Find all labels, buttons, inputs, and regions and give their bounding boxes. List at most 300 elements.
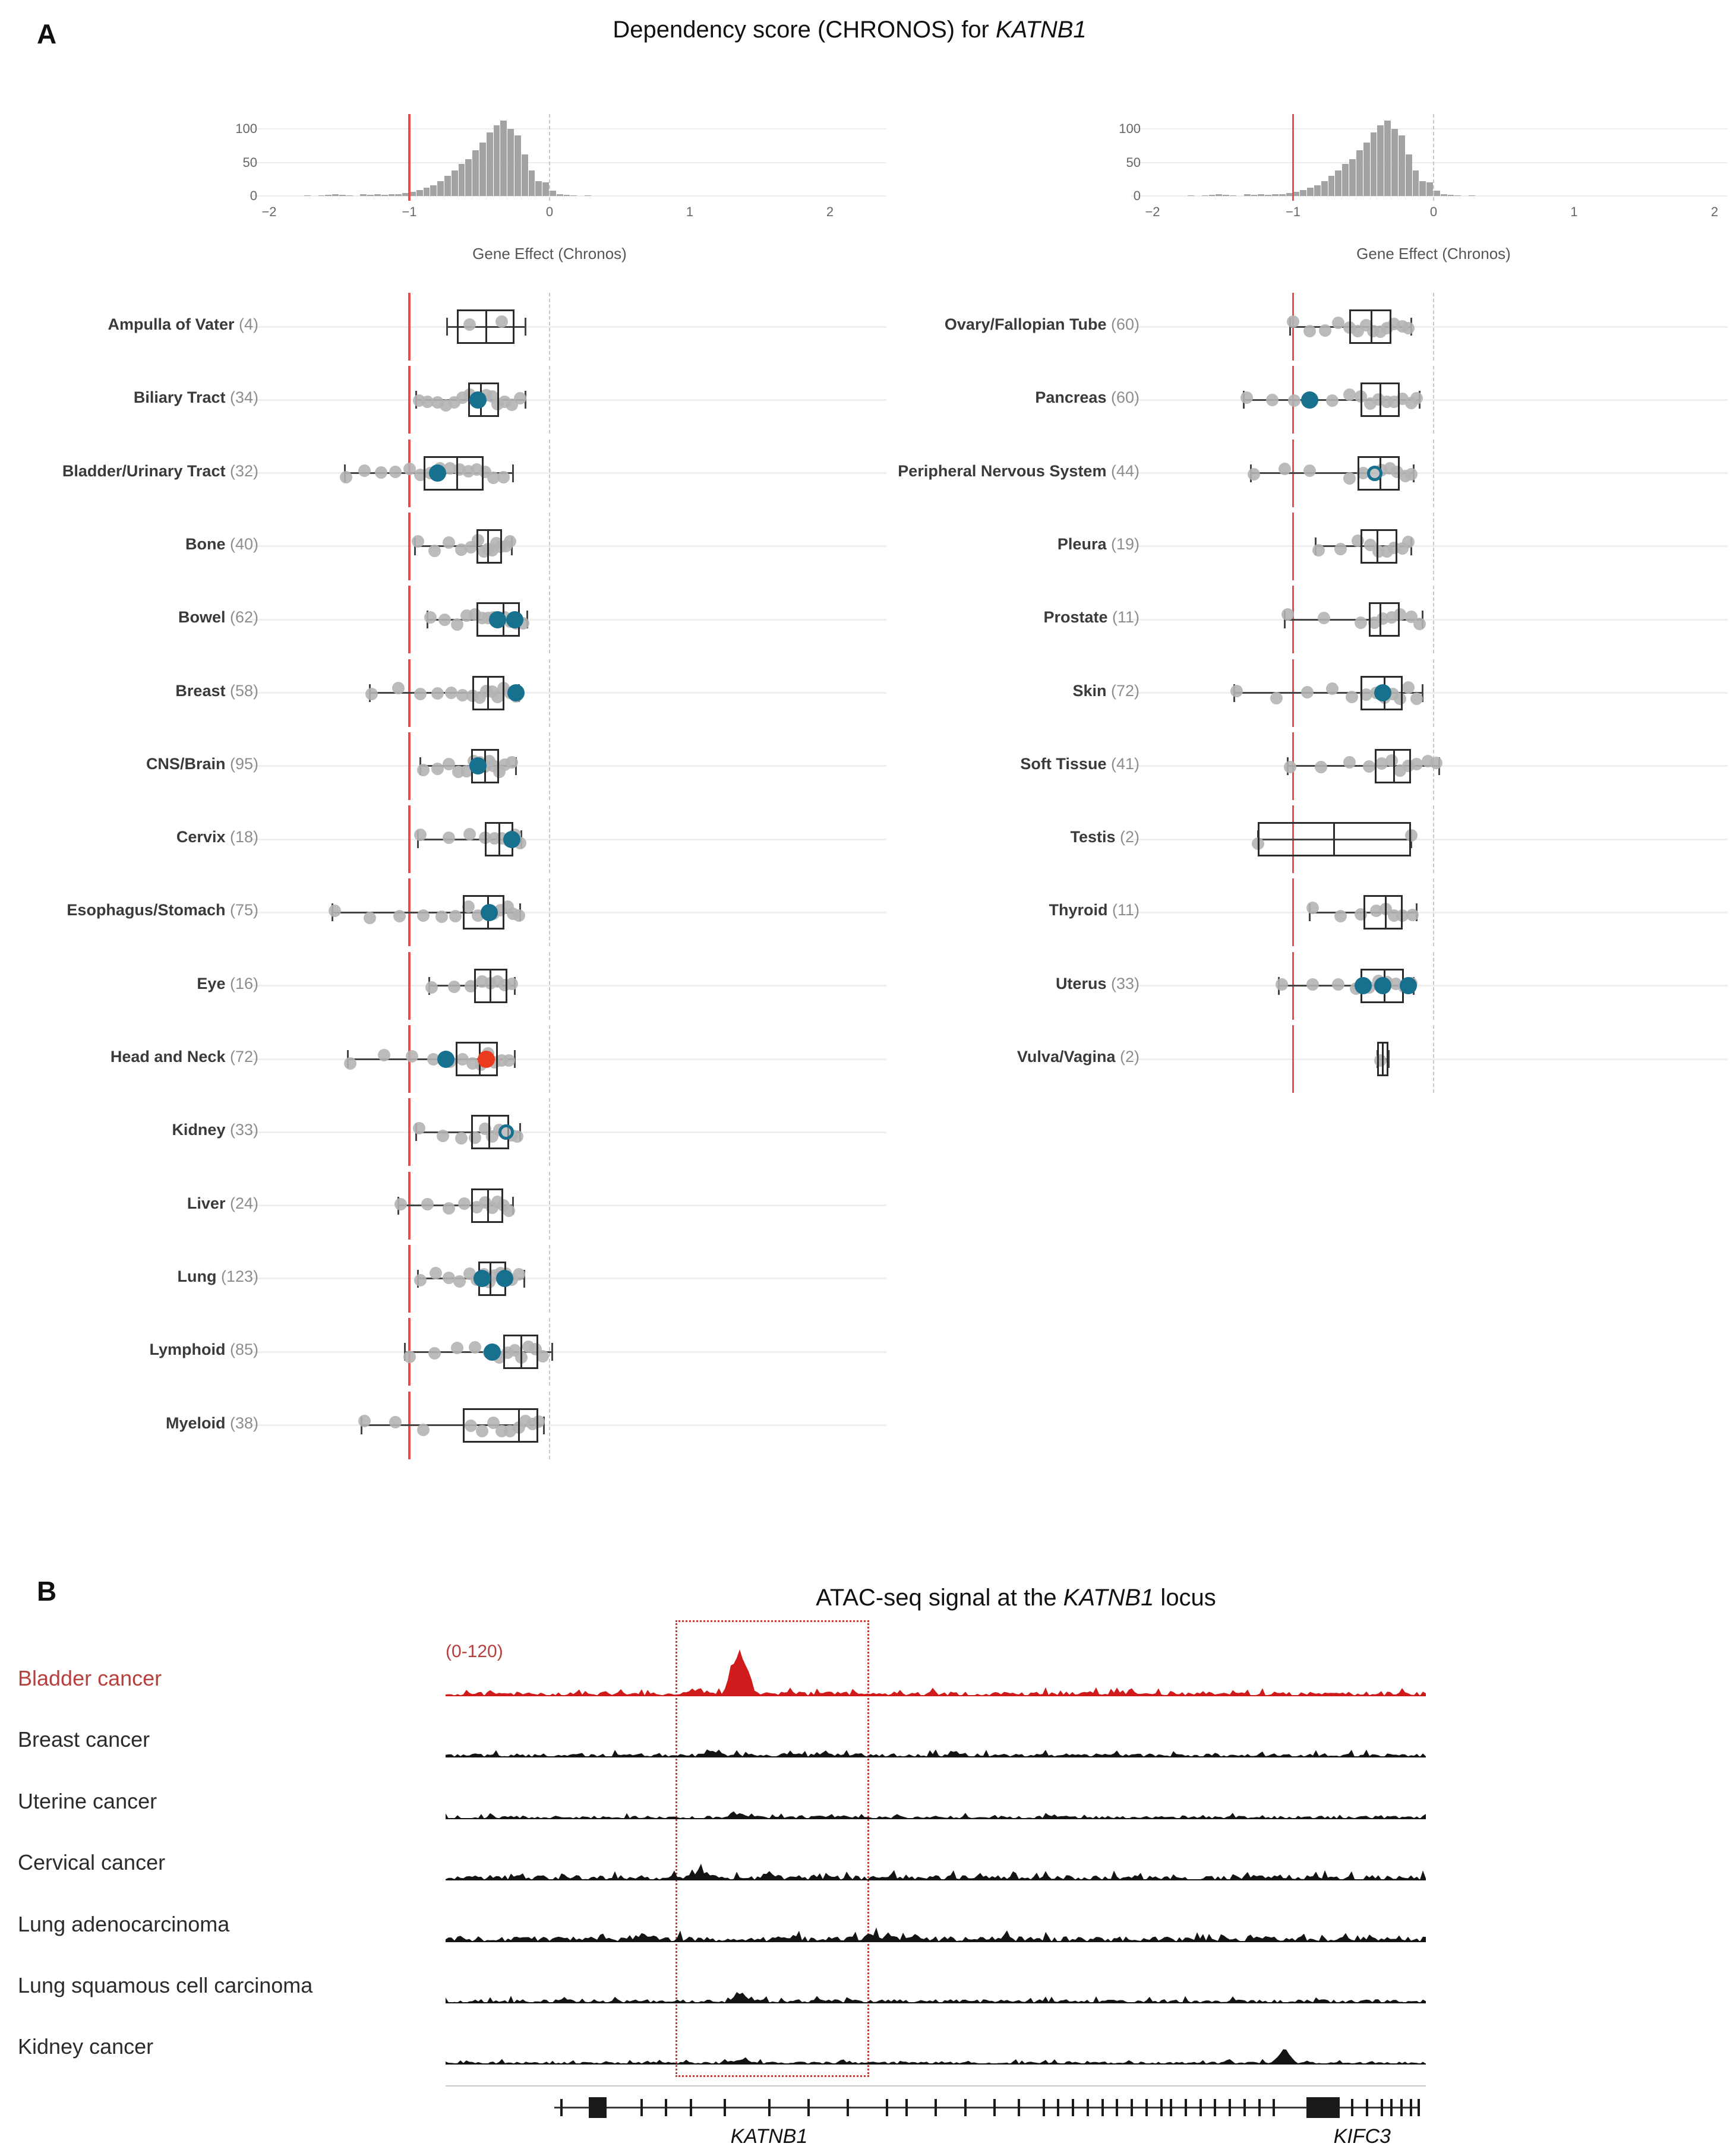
histogram-bar (1335, 170, 1341, 196)
sample-point (340, 471, 352, 483)
sample-point (1303, 325, 1316, 337)
row-gridline (1131, 399, 1728, 401)
red-threshold-line (408, 293, 411, 361)
histogram-bar (1279, 194, 1286, 196)
sample-point (449, 910, 462, 922)
sample-point (1319, 324, 1331, 337)
histogram-bar (1441, 194, 1447, 196)
histogram-bar (479, 143, 486, 196)
lineage-count: (85) (225, 1341, 258, 1359)
gene-exon-tick (1018, 2099, 1020, 2116)
zero-reference-line (549, 1392, 550, 1459)
median-line (1380, 602, 1381, 637)
histogram-bar (1419, 181, 1426, 196)
gene-exon-tick (1366, 2099, 1368, 2116)
median-line (520, 1335, 522, 1369)
sample-point (1318, 612, 1330, 624)
sample-point (451, 1342, 463, 1354)
hist-ytick-label: 100 (235, 121, 257, 136)
sample-point (1301, 686, 1314, 698)
gene-exon-tick (1243, 2099, 1246, 2116)
lineage-count: (95) (225, 754, 258, 773)
lineage-label (688, 901, 1139, 919)
red-threshold-line (408, 1245, 411, 1313)
histogram-bar (1216, 194, 1222, 196)
zero-reference-line (549, 366, 550, 434)
row-gridline (250, 1424, 886, 1426)
histogram-bar (332, 194, 339, 196)
sample-point (1343, 756, 1356, 769)
row-gridline (1131, 839, 1728, 840)
sample-point (435, 911, 448, 923)
histogram-bar (564, 195, 570, 196)
sample-point (414, 688, 427, 700)
histogram-bar (557, 194, 563, 196)
histogram-bar (1363, 143, 1370, 196)
lineage-label (0, 315, 258, 334)
gene-exon-tick (1043, 2099, 1045, 2116)
gene-exon-block (1306, 2097, 1340, 2118)
histogram-bar (1202, 195, 1208, 196)
histogram-bar (1469, 195, 1475, 196)
lineage-count: (44) (1106, 461, 1139, 480)
gene-exon-tick (1199, 2099, 1202, 2116)
lineage-name: Pleura (1057, 535, 1107, 553)
hist-ytick-label: 0 (1133, 188, 1141, 203)
panel-b-title-gene: KATNB1 (1063, 1585, 1154, 1611)
gene-exon-tick (768, 2099, 771, 2116)
sample-point (389, 1416, 402, 1428)
zero-reference-line (549, 732, 550, 800)
lineage-count: (75) (225, 901, 258, 919)
row-gridline (250, 1131, 886, 1133)
sample-point (428, 1347, 441, 1360)
lineage-count: (41) (1106, 754, 1139, 773)
histogram-bar (430, 185, 437, 196)
sample-point (375, 466, 387, 479)
lineage-name: Skin (1072, 681, 1107, 700)
red-threshold-line (408, 114, 411, 201)
lineage-name: Peripheral Nervous System (898, 461, 1107, 480)
histogram-bar (437, 181, 444, 196)
zero-reference-line (1433, 586, 1434, 653)
histogram-bar (1399, 135, 1405, 196)
histogram-bar (1377, 125, 1384, 196)
lineage-label (0, 1121, 258, 1139)
histogram-bar (395, 194, 402, 196)
lineage-count: (34) (225, 388, 258, 407)
sample-point (413, 1122, 425, 1134)
hist-ytick-label: 100 (1119, 121, 1141, 136)
sample-point (1276, 978, 1288, 991)
gene-exon-tick (1131, 2099, 1133, 2116)
lineage-name: Ampulla of Vater (108, 315, 235, 333)
hist-ytick-label: 50 (242, 154, 257, 170)
lineage-label (688, 682, 1139, 700)
sample-point (1410, 693, 1423, 705)
sample-point (513, 1268, 525, 1281)
highlighted-cell-line-point (429, 464, 446, 482)
lineage-name: Ovary/Fallopian Tube (944, 315, 1107, 333)
median-line (1333, 822, 1335, 856)
sample-point (1248, 468, 1260, 480)
histogram-bar (346, 195, 353, 196)
histogram-bar (1230, 195, 1236, 196)
sample-point (389, 466, 402, 478)
highlighted-cell-line-point (507, 684, 525, 701)
histogram-bar (452, 170, 458, 196)
track-signal (446, 1955, 1426, 2005)
highlighted-cell-line-point (506, 611, 523, 628)
lineage-name: Bowel (178, 608, 226, 627)
lineage-label (0, 1194, 258, 1213)
zero-reference-line (549, 878, 550, 946)
histogram-bar (416, 190, 423, 196)
lineage-label (0, 535, 258, 554)
sample-point (513, 909, 525, 922)
zero-reference-line (549, 659, 550, 727)
histogram-bar (1448, 195, 1454, 196)
sample-point (443, 1272, 455, 1284)
gene-exon-tick (1418, 2099, 1420, 2116)
histogram-bar (1454, 195, 1461, 196)
box (1369, 602, 1400, 637)
gene-exon-tick (1116, 2099, 1118, 2116)
highlighted-cell-line-point (489, 611, 506, 628)
lineage-name: Soft Tissue (1020, 754, 1107, 773)
sample-point (451, 618, 463, 631)
row-gridline (1131, 326, 1728, 328)
sample-point (406, 1050, 418, 1063)
sample-point (365, 688, 378, 700)
hist-xtick-label: 2 (1710, 204, 1719, 219)
highlighted-cell-line-point (1301, 391, 1318, 409)
lineage-count: (4) (234, 315, 258, 333)
lineage-label (688, 755, 1139, 773)
lineage-count: (58) (225, 681, 258, 700)
sample-point (425, 981, 438, 994)
zero-reference-line (1433, 878, 1434, 946)
sample-point (1312, 544, 1325, 557)
sample-point (1430, 757, 1442, 769)
lineage-count: (60) (1106, 315, 1139, 333)
lineage-label (0, 1048, 258, 1066)
gene-exon-tick (1170, 2099, 1172, 2116)
lineage-count: (2) (1115, 828, 1139, 846)
sample-point (417, 1424, 430, 1436)
hist-xtick-label: 0 (545, 204, 554, 219)
track-signal (446, 1648, 1426, 1698)
histogram-bar (339, 195, 346, 196)
sample-point (1402, 681, 1415, 694)
sample-point (1288, 394, 1300, 407)
sample-point (1332, 978, 1344, 991)
track-label: Breast cancer (18, 1727, 150, 1752)
gene-label: KATNB1 (730, 2125, 808, 2148)
histogram-bar (529, 170, 535, 196)
hist-xtick-label: 2 (826, 204, 834, 219)
hist-xtick-label: 1 (1570, 204, 1578, 219)
zero-reference-line (1433, 952, 1434, 1020)
histogram-bar (570, 195, 577, 196)
track-signal (446, 1709, 1426, 1759)
median-line (1371, 309, 1372, 344)
lineage-count: (60) (1106, 388, 1139, 407)
gene-exon-tick (905, 2099, 908, 2116)
sample-point (1363, 760, 1375, 773)
histogram-bar (1406, 154, 1412, 196)
lineage-count: (16) (225, 974, 258, 992)
red-threshold-line (408, 805, 411, 873)
histogram-bar (1356, 150, 1363, 196)
histogram-bar (494, 125, 500, 196)
lineage-count: (11) (1107, 901, 1139, 919)
histogram-bar (1188, 195, 1194, 196)
track-signal (446, 1894, 1426, 1944)
sample-point (1306, 978, 1319, 991)
hist-xtick-label: −1 (1285, 204, 1301, 219)
gene-exon-tick (993, 2099, 996, 2116)
lineage-name: Bladder/Urinary Tract (62, 461, 226, 480)
histogram-bar (487, 132, 493, 196)
hist-xtick-label: 1 (686, 204, 694, 219)
lineage-count: (11) (1107, 608, 1139, 627)
sample-point (1266, 394, 1279, 406)
median-line (1382, 1042, 1384, 1076)
row-gridline (1131, 1058, 1728, 1060)
gene-exon-tick (1160, 2099, 1163, 2116)
lineage-count: (33) (1106, 974, 1139, 992)
sample-point (445, 687, 457, 699)
gene-exon-tick (1101, 2099, 1104, 2116)
sample-point (1315, 761, 1327, 773)
hist-gridline (1131, 162, 1728, 163)
sample-point (403, 463, 416, 475)
median-line (488, 1115, 490, 1149)
zero-reference-line (549, 1245, 550, 1313)
gene-exon-tick (560, 2099, 563, 2116)
sample-point (437, 1130, 449, 1142)
lineage-label (688, 535, 1139, 554)
histogram-bar (1272, 194, 1279, 196)
sample-point (1230, 685, 1243, 697)
sample-point (403, 1351, 416, 1363)
histogram-bar (1426, 182, 1433, 196)
lineage-label (0, 755, 258, 773)
panel-a-title-prefix: Dependency score (CHRONOS) for (613, 17, 996, 43)
sample-point (431, 687, 444, 700)
histogram-bar (367, 195, 374, 196)
gene-exon-tick (1400, 2099, 1403, 2116)
median-line (490, 969, 491, 1003)
lineage-label (0, 1267, 258, 1286)
sample-point (503, 1205, 515, 1217)
zero-reference-line (549, 293, 550, 361)
panel-a-letter: A (37, 18, 57, 49)
zero-reference-line (549, 952, 550, 1020)
lineage-name: Thyroid (1049, 901, 1108, 919)
sample-point (1303, 464, 1316, 477)
histogram-bar (507, 129, 514, 196)
histogram-bar (1244, 194, 1251, 196)
hist-gridline (1131, 128, 1728, 129)
histogram-bar (1223, 195, 1229, 196)
hist-xtick-label: 0 (1429, 204, 1438, 219)
zero-reference-line (549, 1098, 550, 1166)
highlighted-cell-line-point (437, 1051, 454, 1068)
row-gridline (1131, 912, 1728, 913)
sample-point (443, 536, 455, 549)
track-signal (446, 1832, 1426, 1882)
lineage-name: Testis (1070, 828, 1116, 846)
histogram-bar (550, 191, 556, 196)
sample-point (458, 1197, 471, 1210)
sample-point (1402, 322, 1415, 334)
signal-range-label: (0-120) (446, 1642, 503, 1661)
gene-exon-tick (1185, 2099, 1187, 2116)
gene-exon-tick (847, 2099, 849, 2116)
lineage-count: (40) (225, 535, 258, 553)
histogram-bar (1413, 170, 1419, 196)
hist-xaxis-label: Gene Effect (Chronos) (1356, 245, 1511, 263)
gene-exon-tick (964, 2099, 967, 2116)
histogram-bar (381, 195, 388, 196)
highlighted-cell-line-point (503, 831, 520, 848)
lineage-name: Uterus (1055, 974, 1107, 992)
sample-point (428, 545, 441, 557)
median-line (456, 456, 458, 491)
lineage-label (688, 1048, 1139, 1066)
track-label: Kidney cancer (18, 2034, 154, 2059)
panel-b-letter: B (37, 1576, 57, 1607)
row-gridline (1131, 545, 1728, 547)
lineage-label (0, 1414, 258, 1433)
sample-point (412, 535, 424, 548)
red-threshold-line (1292, 513, 1295, 580)
sample-point (514, 392, 526, 404)
gene-exon-tick (724, 2099, 726, 2116)
gene-exon-tick (1214, 2099, 1216, 2116)
histogram-bar (1307, 188, 1314, 196)
sample-point (431, 763, 444, 775)
row-gridline (1131, 692, 1728, 694)
histogram-bar (500, 121, 507, 196)
red-threshold-line (1292, 878, 1295, 946)
lineage-name: Kidney (172, 1121, 226, 1139)
histogram-bar (1391, 129, 1398, 196)
lineage-label (0, 462, 258, 480)
sample-point (329, 905, 341, 917)
hist-gridline (250, 128, 886, 129)
lineage-label (0, 388, 258, 407)
panel-b-title-prefix: ATAC-seq signal at the (816, 1585, 1063, 1611)
gene-exon-block (589, 2097, 607, 2118)
sample-point (417, 764, 430, 776)
whisker-cap (512, 464, 514, 482)
lineage-name: Myeloid (165, 1414, 226, 1432)
open-highlighted-point (498, 1124, 514, 1140)
lineage-count: (33) (225, 1121, 258, 1139)
row-gridline (250, 1205, 886, 1206)
median-line (1393, 749, 1395, 783)
gene-body-line (554, 2107, 1420, 2108)
gene-exon-tick (1351, 2099, 1353, 2116)
lineage-name: Biliary Tract (133, 388, 226, 407)
lineage-name: Vulva/Vagina (1017, 1048, 1116, 1066)
gene-exon-tick (640, 2099, 643, 2116)
hist-gridline (250, 162, 886, 163)
median-line (487, 1188, 489, 1223)
panel-b-title-suffix: locus (1154, 1585, 1216, 1611)
genome-ruler-line (446, 2085, 1426, 2087)
median-line (487, 676, 489, 710)
histogram-bar (1265, 195, 1271, 196)
sample-point (1334, 910, 1347, 922)
lineage-count: (18) (225, 828, 258, 846)
sample-point (1410, 758, 1423, 770)
sample-point (1402, 536, 1415, 548)
sample-point (417, 909, 430, 922)
histogram-bar (444, 176, 451, 196)
zero-reference-line (549, 513, 550, 580)
track-label: Cervical cancer (18, 1850, 166, 1875)
gene-exon-tick (1145, 2099, 1148, 2116)
histogram-bar (424, 188, 430, 196)
atac-track-chart (0, 1544, 1733, 2156)
red-threshold-line (408, 513, 411, 580)
histogram-bar (374, 194, 381, 196)
red-threshold-line (408, 732, 411, 800)
lineage-count: (72) (1106, 681, 1139, 700)
lineage-label (0, 682, 258, 700)
histogram-bar (1342, 164, 1349, 196)
row-gridline (250, 1278, 886, 1279)
lineage-name: Eye (197, 974, 226, 992)
lineage-count: (62) (225, 608, 258, 627)
sample-point (414, 1274, 427, 1286)
lineage-count: (2) (1115, 1048, 1139, 1066)
median-line (1377, 529, 1378, 564)
gene-label: KIFC3 (1333, 2125, 1391, 2148)
histogram-bar (465, 159, 472, 196)
histogram-bar (1300, 190, 1306, 196)
zero-reference-line (1433, 114, 1434, 201)
zero-reference-line (549, 440, 550, 507)
histogram-bar (1328, 176, 1335, 196)
red-threshold-line (408, 366, 411, 434)
histogram-bar (1209, 195, 1216, 196)
hist-xaxis-label: Gene Effect (Chronos) (472, 245, 627, 263)
lineage-name: Prostate (1043, 608, 1108, 627)
median-line (487, 529, 489, 564)
lineage-label (688, 462, 1139, 480)
hist-xtick-label: −2 (1145, 204, 1160, 219)
whisker-cap (525, 318, 526, 336)
highlighted-cell-line-point (484, 1343, 501, 1361)
histogram-bar (1434, 191, 1440, 196)
lineage-name: Lung (177, 1267, 217, 1285)
median-line (518, 1408, 520, 1443)
lineage-label (688, 975, 1139, 993)
lineage-count: (24) (225, 1194, 258, 1212)
sample-point (421, 1198, 434, 1210)
track-signal (446, 1771, 1426, 1821)
lineage-label (0, 608, 258, 627)
lineage-name: Bone (185, 535, 226, 553)
histogram-bar (325, 195, 332, 196)
gene-exon-tick (935, 2099, 937, 2116)
sample-point (1343, 472, 1356, 485)
